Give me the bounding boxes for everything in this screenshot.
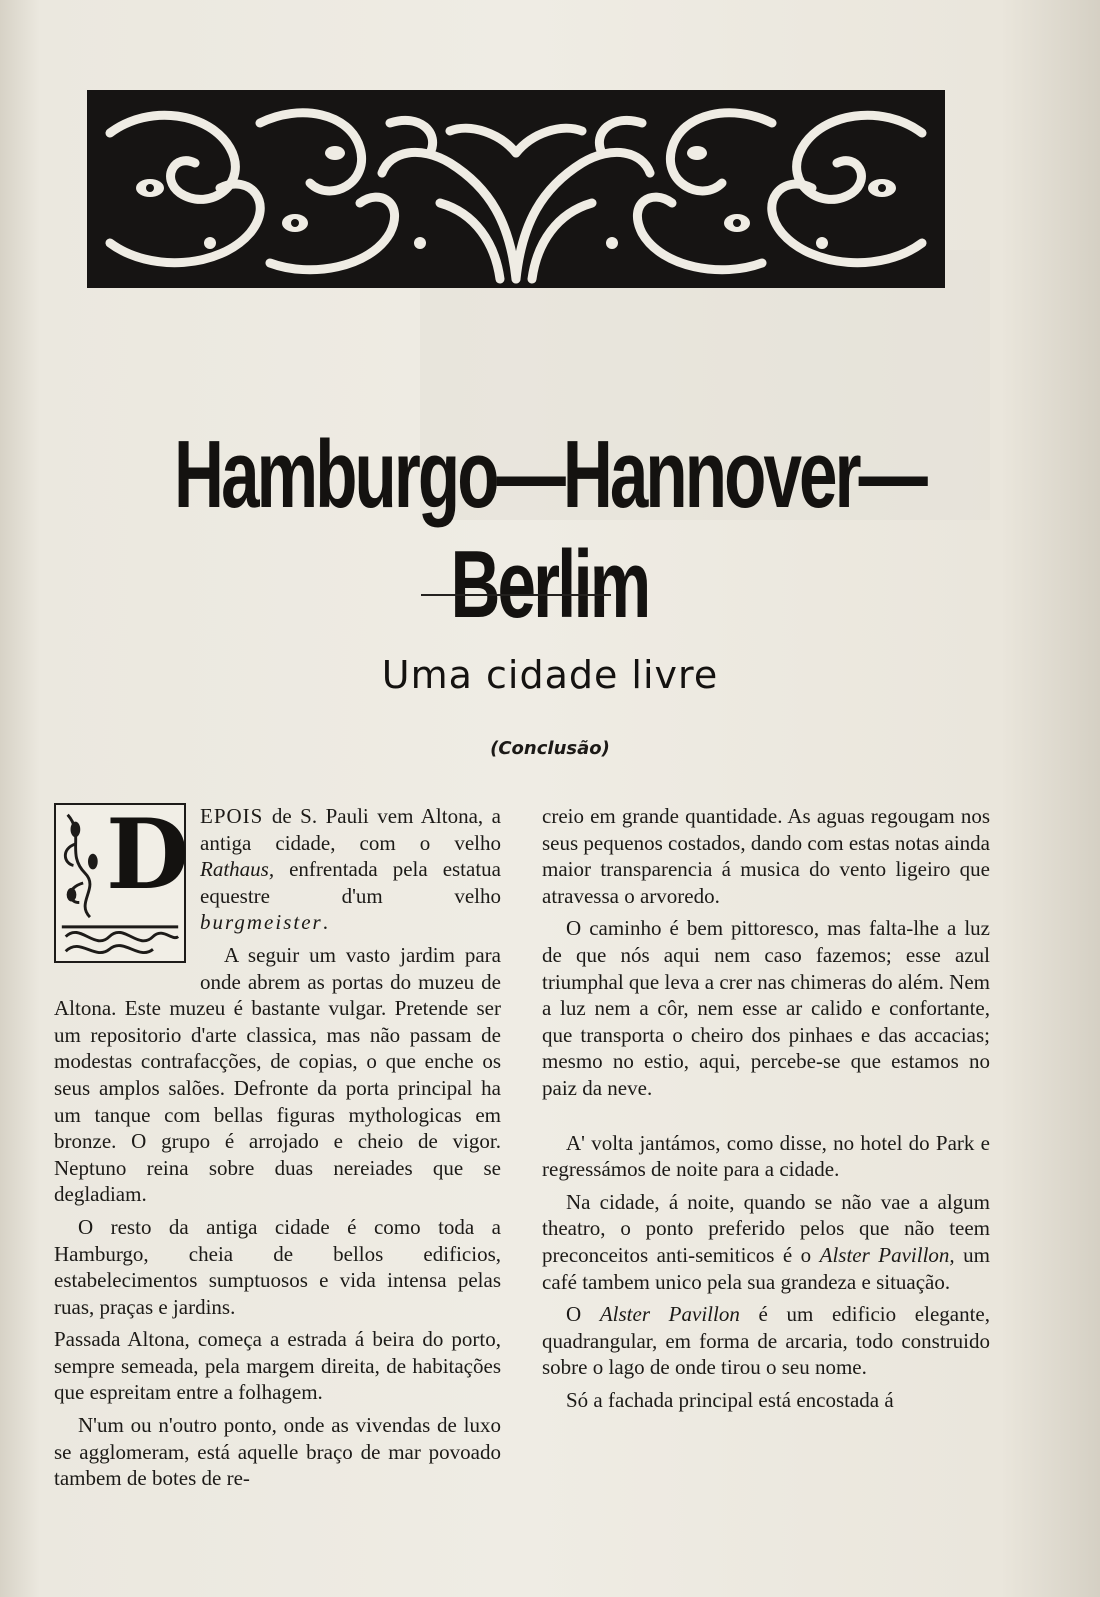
paragraph-3: A' volta jantámos, como disse, no hotel do Park e regressámos de noite para a cidade. — [542, 1130, 990, 1182]
text-column-right — [542, 803, 990, 1419]
paragraph-text: é um edificio elegante, quadrangular, em forma de arcaria, todo construido sobre o lago de onde tirou o seu nome. — [542, 1302, 990, 1380]
paragraph-2: O caminho é bem pittoresco, mas falta-lhe a luz de que nós aqui nem caso fazemos; esse azul triumphal que leva a crer nas chimeras do além. Nem a luz nem a côr, nem esse ar calido e confortante, que transporta o cheiro dos pinhaes e das accacias; mesmo no estio, aqui, percebe-se que estamos no paiz da neve. — [542, 916, 990, 1100]
dropcap-letter: D — [106, 798, 190, 911]
italic-term: Rathaus, — [200, 857, 275, 882]
ornamental-dropcap — [54, 798, 190, 963]
conclusion-label: (Conclusão) — [490, 738, 610, 759]
paragraph-text: Na cidade, á noite, quando se não vae a algum theatro, o ponto preferido pelos que não teem preconceitos anti-semiticos é o — [542, 1189, 990, 1267]
title-divider — [421, 594, 611, 596]
paragraph-4 — [542, 1189, 990, 1295]
italic-term: burgmeister — [200, 910, 323, 935]
paragraph-5: N'um ou n'outro ponto, onde as vivendas de luxo se agglomeram, está aquelle braço de mar povoado tambem de botes de re- — [54, 1413, 501, 1491]
article-subtitle: Uma cidade livre — [381, 653, 719, 697]
lead-word: EPOIS — [200, 804, 264, 828]
ornamental-header-banner — [87, 90, 945, 288]
article-title: Hamburgo—Hannover—Berlim — [174, 421, 925, 638]
scroll-ornament-icon — [90, 93, 942, 285]
paragraph-text: O — [566, 1302, 600, 1327]
paragraph-2: A seguir um vasto jardim para onde abrem as portas do muzeu de Altona. Este muzeu é bastante vulgar. Pretende ser um repositorio d'arte classica, mas não passam de modestas contrafacções, de copias, o que enche os seus amplos salões. Defronte da porta principal ha um tanque com bellas figuras mythologicas em bronze. O grupo é arrojado e cheio de vigor. Neptuno reina sobre duas nereiades que se degladiam. — [54, 942, 501, 1207]
italic-term: Alster Pavillon — [599, 1302, 740, 1327]
text-column-left — [54, 798, 501, 1498]
paragraph-5 — [542, 1301, 990, 1381]
italic-term: Alster Pavillon, — [819, 1242, 955, 1267]
paragraph-text: enfrentada pela estatua equestre d'um velho — [200, 857, 501, 908]
paragraph-text: de S. Pauli vem Altona, a antiga cidade, com o velho — [200, 804, 501, 855]
paragraph-3: O resto da antiga cidade é como toda a Hamburgo, cheia de bellos edificios, estabelecimentos sumptuosos e vida intensa pelas ruas, praças e jardins. — [54, 1214, 501, 1319]
paragraph-4: Passada Altona, começa a estrada á beira do porto, sempre semeada, pela margem direita, de habitações que espreitam entre a folhagem. — [54, 1327, 501, 1405]
paragraph-text: . — [322, 910, 328, 935]
paragraph-6: Só a fachada principal está encostada á — [566, 1387, 894, 1412]
paragraph-1: creio em grande quantidade. As aguas regougam nos seus pequenos costados, dando com estas notas ainda maior transparencia á musica do vento ligeiro que atravessa o arvoredo. — [542, 804, 990, 908]
paragraph-text: um café tambem unico pela sua grandeza e situação. — [542, 1242, 990, 1294]
